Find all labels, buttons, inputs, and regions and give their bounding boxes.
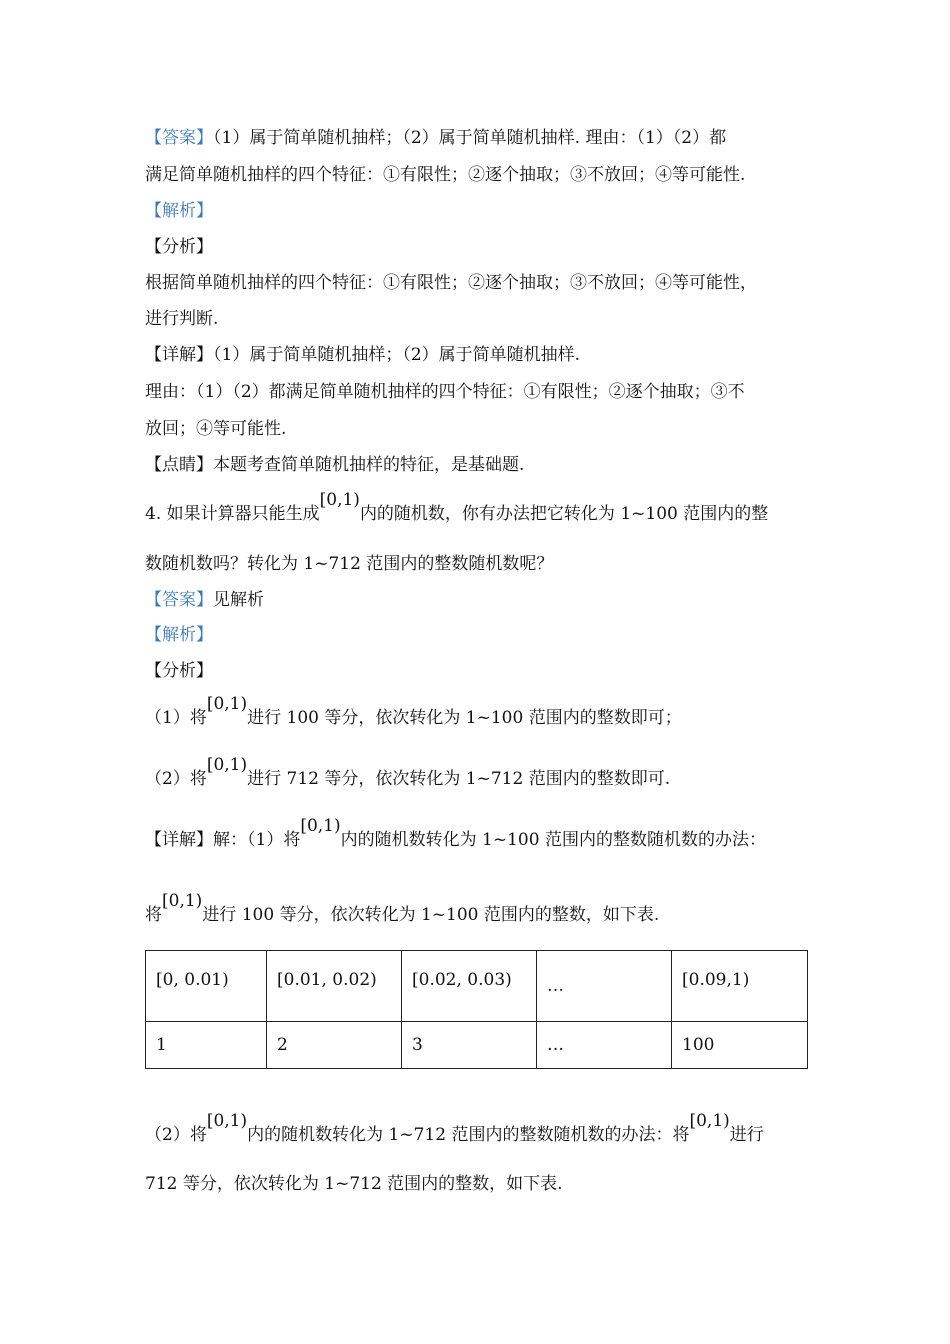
- comment-tag: 【点睛】: [145, 455, 213, 475]
- question-4-line-1: [145, 490, 769, 525]
- part-2-mid: 内的随机数转化为 1~712 范围内的整数随机数的办法：将: [247, 1125, 690, 1145]
- breakdown-text-2: 进行判断.: [145, 309, 219, 329]
- table-cell: [0.09,1): [672, 951, 808, 1022]
- reason-text-1: 理由：（1）（2）都满足简单随机抽样的四个特征：①有限性；②逐个抽取；③不: [145, 382, 745, 402]
- q4-division-line: [145, 891, 660, 926]
- breakdown-tag: 【分析】: [145, 237, 213, 257]
- interval-formula: [0,1): [206, 755, 248, 775]
- comment-text: 本题考查简单随机抽样的特征，是基础题.: [213, 455, 525, 475]
- table-cell: 3: [402, 1022, 537, 1069]
- breakdown-text-1: 根据简单随机抽样的四个特征：①有限性；②逐个抽取；③不放回；④等可能性，: [145, 273, 757, 293]
- q4-analysis-tag: 【解析】: [145, 625, 213, 645]
- table-cell: 1: [146, 1022, 267, 1069]
- table-cell: 2: [267, 1022, 402, 1069]
- analysis-tag: 【解析】: [145, 201, 213, 221]
- q4-detail-tag: 【详解】: [145, 830, 213, 850]
- part-2-line-2: 712 等分，依次转化为 1~712 范围内的整数，如下表.: [145, 1174, 563, 1194]
- question-4-line-2: 数随机数吗？转化为 1~712 范围内的整数随机数呢？: [145, 554, 554, 574]
- interval-formula: [0,1): [162, 891, 203, 911]
- answer-line: [145, 127, 726, 149]
- part-2-line-1: [145, 1111, 764, 1146]
- step-2-pre: （2）将: [145, 769, 207, 789]
- detail-text: （1）属于简单随机抽样；（2）属于简单随机抽样.: [213, 345, 581, 365]
- table-row: [146, 1022, 808, 1069]
- step-1-line: [145, 694, 682, 729]
- step-2-line: [145, 755, 671, 790]
- part-2-pre: （2）将: [145, 1125, 207, 1145]
- reason-text-2: 放回；④等可能性.: [145, 419, 287, 439]
- detail-line: [145, 344, 580, 366]
- step-1-pre: （1）将: [145, 708, 207, 728]
- interval-formula: [0,1): [206, 1111, 248, 1131]
- comment-line: [145, 454, 524, 476]
- answer-text: （1）属于简单随机抽样；（2）属于简单随机抽样. 理由：（1）（2）都: [213, 128, 727, 148]
- table-cell: …: [537, 951, 672, 1022]
- q4-detail-line: [145, 816, 766, 851]
- answer-tag: 【答案】: [145, 128, 213, 148]
- question-4-number: 4. 如果计算器只能生成: [145, 504, 320, 524]
- interval-formula: [0,1): [319, 490, 360, 510]
- q4-breakdown-tag: 【分析】: [145, 661, 213, 681]
- question-4-text-a: 内的随机数，你有办法把它转化为 1~100 范围内的整: [359, 504, 769, 524]
- table-cell: [0.01, 0.02): [267, 951, 402, 1022]
- part-2-post: 进行: [729, 1125, 764, 1145]
- q4-detail-post: 内的随机数转化为 1~100 范围内的整数随机数的办法：: [340, 830, 766, 850]
- table-cell: 100: [672, 1022, 808, 1069]
- q4-answer-text: 见解析: [213, 590, 264, 610]
- step-2-post: 进行 712 等分，依次转化为 1~712 范围内的整数即可.: [247, 769, 671, 789]
- q4-detail-pre: 解：（1）将: [213, 830, 301, 850]
- table-row: [146, 951, 808, 1022]
- table-cell: [0.02, 0.03): [402, 951, 537, 1022]
- answer-continued: 满足简单随机抽样的四个特征：①有限性；②逐个抽取；③不放回；④等可能性.: [145, 165, 746, 185]
- table-cell: [0, 0.01): [146, 951, 267, 1022]
- step-1-post: 进行 100 等分，依次转化为 1~100 范围内的整数即可；: [247, 708, 682, 728]
- division-post: 进行 100 等分，依次转化为 1~100 范围内的整数，如下表.: [202, 905, 660, 925]
- interval-formula: [0,1): [206, 694, 248, 714]
- table-cell: …: [537, 1022, 672, 1069]
- q4-answer-tag: 【答案】: [145, 590, 213, 610]
- mapping-table: [145, 950, 808, 1069]
- interval-formula: [0,1): [689, 1111, 730, 1131]
- detail-tag: 【详解】: [145, 345, 213, 365]
- interval-formula: [0,1): [300, 816, 341, 836]
- division-pre: 将: [145, 905, 162, 925]
- q4-answer-line: [145, 589, 264, 611]
